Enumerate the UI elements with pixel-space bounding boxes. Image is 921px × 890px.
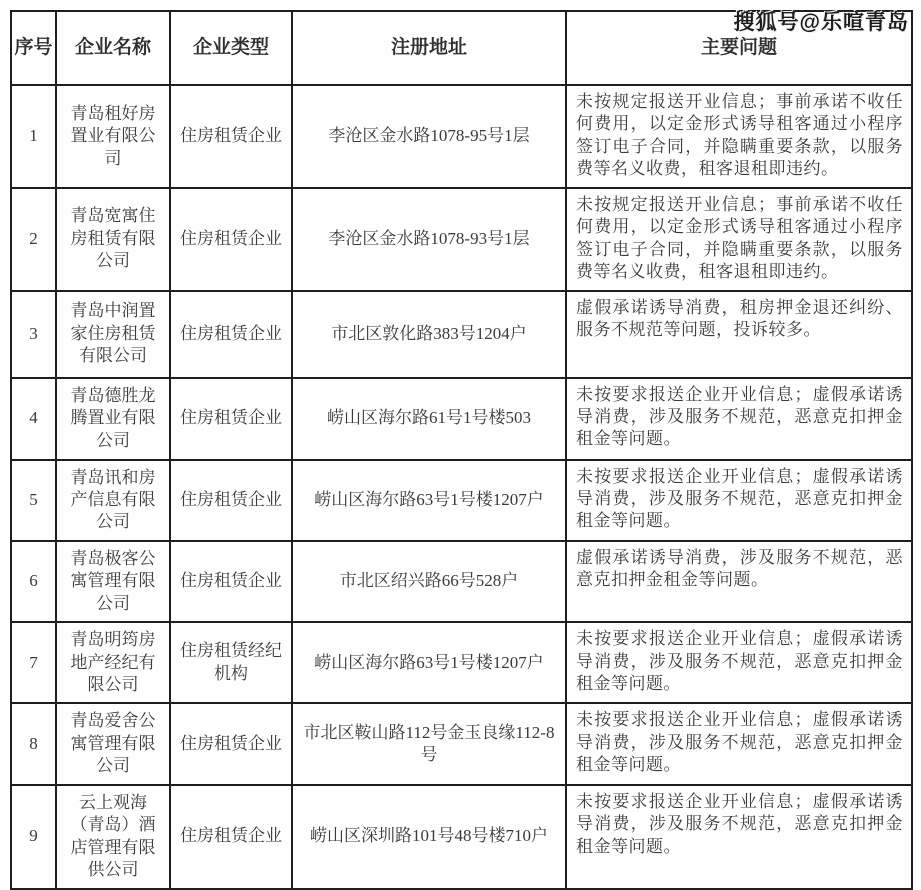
cell-no: 3 [11,291,56,378]
cell-type: 住房租赁企业 [170,85,292,188]
cell-address: 崂山区海尔路61号1号楼503 [292,378,566,460]
cell-no: 8 [11,703,56,784]
cell-address: 李沧区金水路1078-93号1层 [292,188,566,291]
table-row [11,460,912,541]
column-header-problems: 主要问题 [566,11,912,85]
cell-no: 6 [11,541,56,622]
cell-problems: 虚假承诺诱导消费，租房押金退还纠纷、服务不规范等问题，投诉较多。 [566,291,912,378]
cell-no: 4 [11,378,56,460]
watermark-souhu-badge: 搜狐号@乐喧青岛 [733,11,909,34]
cell-type: 住房租赁企业 [170,541,292,622]
cell-problems: 虚假承诺诱导消费，涉及服务不规范，恶意克扣押金租金等问题。 [566,541,912,622]
cell-problems: 未按规定报送开业信息；事前承诺不收任何费用，以定金形式诱导租客通过小程序签订电子合同，并隐瞒重要条款，以服务费等名义收费，租客退租即违约。 [566,85,912,188]
cell-no: 7 [11,622,56,703]
cell-problems: 未按要求报送企业开业信息；虚假承诺诱导消费，涉及服务不规范，恶意克扣押金租金等问题。 [566,378,912,460]
cell-type: 住房租赁企业 [170,188,292,291]
cell-problems: 未按要求报送企业开业信息；虚假承诺诱导消费，涉及服务不规范，恶意克扣押金租金等问题。 [566,622,912,703]
cell-no: 1 [11,85,56,188]
table-row [11,785,912,889]
cell-name: 青岛极客公寓管理有限公司 [56,541,170,622]
cell-type: 住房租赁企业 [170,785,292,889]
cell-name: 青岛中润置家住房租赁有限公司 [56,291,170,378]
column-header-name: 企业名称 [56,11,170,85]
violations-table [10,10,913,890]
table-row [11,291,912,378]
cell-no: 5 [11,460,56,541]
cell-address: 崂山区海尔路63号1号楼1207户 [292,460,566,541]
cell-name: 青岛讯和房产信息有限公司 [56,460,170,541]
table-row [11,541,912,622]
cell-name: 云上观海（青岛）酒店管理有限供公司 [56,785,170,889]
table-row [11,622,912,703]
column-header-no: 序号 [11,11,56,85]
cell-address: 市北区鞍山路112号金玉良缘112-8号 [292,703,566,784]
cell-type: 住房租赁企业 [170,460,292,541]
column-header-type: 企业类型 [170,11,292,85]
cell-name: 青岛德胜龙腾置业有限公司 [56,378,170,460]
cell-problems: 未按规定报送开业信息；事前承诺不收任何费用，以定金形式诱导租客通过小程序签订电子合同，并隐瞒重要条款，以服务费等名义收费，租客退租即违约。 [566,188,912,291]
column-header-address: 注册地址 [292,11,566,85]
table-header-row [11,11,912,85]
cell-no: 9 [11,785,56,889]
cell-address: 崂山区海尔路63号1号楼1207户 [292,622,566,703]
cell-address: 市北区绍兴路66号528户 [292,541,566,622]
cell-name: 青岛宽寓住房租赁有限公司 [56,188,170,291]
cell-type: 住房租赁经纪机构 [170,622,292,703]
cell-name: 青岛租好房置业有限公司 [56,85,170,188]
cell-type: 住房租赁企业 [170,703,292,784]
cell-address: 李沧区金水路1078-95号1层 [292,85,566,188]
cell-problems: 未按要求报送企业开业信息；虚假承诺诱导消费，涉及服务不规范，恶意克扣押金租金等问题。 [566,785,912,889]
table-row [11,703,912,784]
cell-no: 2 [11,188,56,291]
cell-type: 住房租赁企业 [170,378,292,460]
cell-name: 青岛明筠房地产经纪有限公司 [56,622,170,703]
page [10,10,911,890]
cell-problems: 未按要求报送企业开业信息；虚假承诺诱导消费，涉及服务不规范，恶意克扣押金租金等问题。 [566,703,912,784]
cell-problems: 未按要求报送企业开业信息；虚假承诺诱导消费，涉及服务不规范，恶意克扣押金租金等问题。 [566,460,912,541]
cell-address: 崂山区深圳路101号48号楼710户 [292,785,566,889]
table-row [11,85,912,188]
table-row [11,378,912,460]
cell-address: 市北区敦化路383号1204户 [292,291,566,378]
cell-name: 青岛爱舍公寓管理有限公司 [56,703,170,784]
table-row [11,188,912,291]
cell-type: 住房租赁企业 [170,291,292,378]
